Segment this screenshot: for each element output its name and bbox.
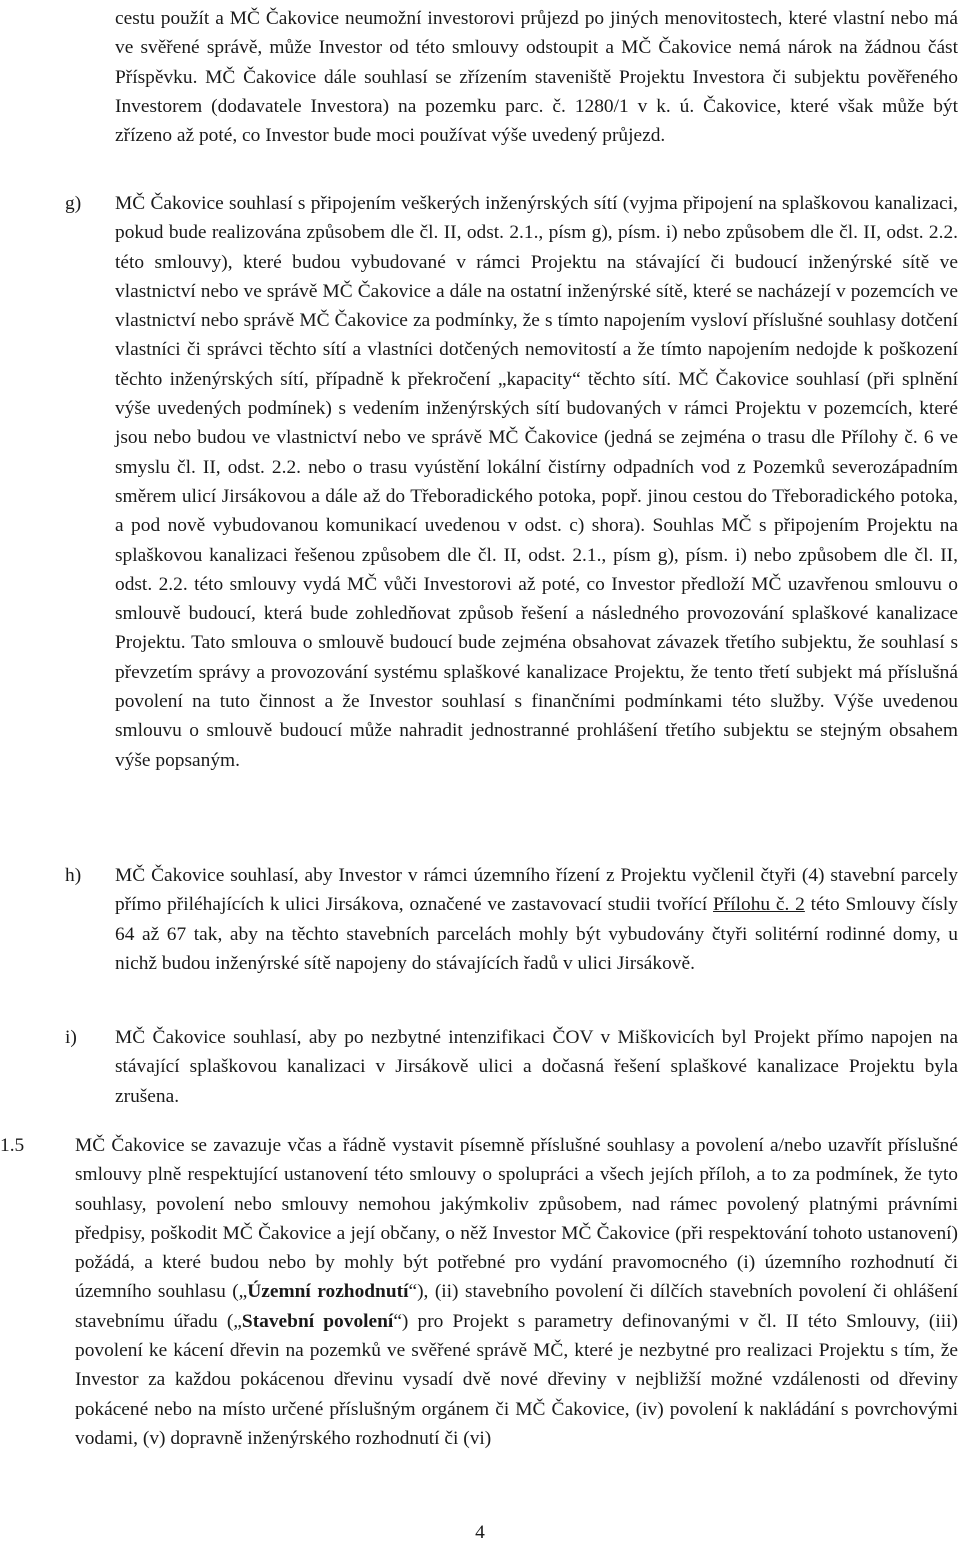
section-text-part1: MČ Čakovice se zavazuje včas a řádně vystavit písemně příslušné souhlasy a povolení a/nebo uzavřít příslušné smlouvy plně respektující ustanovení této smlouvy o spolupráci a všech jejích příloh, a to za podmínek, že tyto souhlasy, povolení nebo smlouvy nemohou jakýmkoliv způsobem, nad rámec povolený platnými právními předpisy, poškodit MČ Čakovice a její občany, o něž Investor MČ Čakovice (při respektování tohoto ustanovení) požádá, a které budou nebo by mohly být potřebné pro vydání pravomocného (i) územního rozhodnutí či územního souhlasu („ — [75, 1135, 958, 1303]
page-number: 4 — [475, 1522, 485, 1543]
continuation-paragraph: cestu použít a MČ Čakovice neumožní investorovi průjezd po jiných menovitostech, které vlastní nebo má ve svěřené správě, může Investor od této smlouvy odstoupit a MČ Čakovice nemá nárok na žádnou část Příspěvku. MČ Čakovice dále souhlasí se zřízením staveniště Projektu Investora či subjektu pověřeného Investorem (dodavatele Investora) na pozemku parc. č. 1280/1 v k. ú. Čakovice, které však může být zřízeno až poté, co Investor bude moci používat výše uvedený průjezd. — [115, 8, 958, 147]
item-text: MČ Čakovice souhlasí s připojením veškerých inženýrských sítí (vyjma připojení na splaškovou kanalizaci, pokud bude realizována způsobem dle čl. II, odst. 2.1., písm g), písm. i) nebo způsobem dle čl. II, odst. 2.2. této smlouvy), které budou vybudované v rámci Projektu na stávající či budoucí inženýrské sítě ve vlastnictví nebo ve správě MČ Čakovice a dále na ostatní inženýrské sítě, které se nacházejí v pozemcích ve vlastnictví nebo správě MČ Čakovice za podmínky, že s tímto napojením vysloví příslušné souhlasy dotčení vlastníci či správci těchto sítí a vlastníci dotčených nemovitostí a že tímto napojením nedojde k poškození těchto inženýrských sítí, případně k překročení „kapacity“ těchto sítí. MČ Čakovice souhlasí (při splnění výše uvedených podmínek) s vedením inženýrských sítí budovaných v rámci Projektu v pozemcích, které jsou nebo budou ve vlastnictví nebo ve správě MČ Čakovice (jedná se zejména o trasu dle Přílohy č. 6 ve smyslu čl. II, odst. 2.2. nebo o trasu vyústění lokální čistírny odpadních vod z Pozemků severozápadním směrem ulicí Jirsákovou a dále až do Třeboradického potoka, popř. jinou cestou do Třeboradického potoka, a pod nově vybudovanou komunikací uvedenou v odst. c) shora). Souhlas MČ s připojením Projektu na splaškovou kanalizaci řešenou způsobem dle čl. II, odst. 2.1., písm g), písm. i) nebo způsobem dle čl. II, odst. 2.2. této smlouvy vydá MČ vůči Investorovi až poté, co Investor předloží MČ uzavřenou smlouvu o smlouvě budoucí, která bude zohledňovat způsob řešení a následného provozování splaškové kanalizace Projektu. Tato smlouva o smlouvě budoucí bude zejména obsahovat závazek třetího subjektu, že souhlasí s převzetím správy a provozování systému splaškové kanalizace Projektu, že tento třetí subjekt má příslušná povolení na tuto činnost a že Investor souhlasí s finančními podmínkami této služby. Výše uvedenou smlouvu o smlouvě budoucí může nahradit jednostranné prohlášení třetího subjektu se stejným obsahem výše popsaným. — [115, 193, 958, 771]
item-text-after: této Smlouvy čísly 64 až 67 tak, aby na těchto stavebních parcelách mohly být vybudovány čtyři solitérní rodinné domy, u nichž budou inženýrské sítě napojeny do stávajících řadů v ulici Jirsákově. — [115, 894, 958, 974]
list-item-i — [65, 1023, 958, 1111]
section-1-5 — [0, 1131, 959, 1453]
list-item-h — [65, 861, 958, 978]
defined-term-uzemni-rozhodnuti: Územní rozhodnutí — [247, 1281, 409, 1303]
item-text — [115, 861, 958, 978]
item-label: h) — [65, 865, 82, 886]
item-text: MČ Čakovice souhlasí, aby po nezbytné intenzifikaci ČOV v Miškovicích byl Projekt přímo napojen na stávající splaškovou kanalizaci v Jirsákově ulici a dočasná řešení splaškové kanalizace Projektu byla zrušena. — [115, 1027, 958, 1107]
section-text-part3: “) pro Projekt s parametry definovanými v čl. II této Smlouvy, (iii) povolení ke kácení dřevin na pozemků ve svěřené správě MČ, které je nezbytné pro realizaci Projektu s tím, že Investor za každou pokácenou dřevinu vysadí dvě nové dřeviny v nejbližší možné vzdálenosti od dřeviny pokácené nebo na místo určené příslušným orgánem či MČ Čakovice, (iv) povolení k nakládání s povrchovými vodami, (v) dopravně inženýrského rozhodnutí či (vi) — [75, 1310, 958, 1449]
section-text-part2: “), (ii) stavebního povolení či dílčích stavebních povolení či ohlášení stavebnímu úřadu („ — [75, 1281, 959, 1332]
attachment-link[interactable]: Přílohu č. 2 — [713, 894, 805, 916]
defined-term-stavebni-povoleni: Stavební povolení — [241, 1310, 394, 1332]
section-text — [75, 1131, 958, 1453]
item-label: i) — [65, 1027, 77, 1048]
item-text-before: MČ Čakovice souhlasí, aby Investor v rámci územního řízení z Projektu vyčlenil čtyři (4) stavební parcely přímo přiléhajících k ulici Jirsákova, označené ve zastavovací studii tvořící — [115, 865, 958, 916]
item-label: g) — [65, 193, 82, 214]
section-number: 1.5 — [0, 1135, 25, 1156]
list-item-g — [65, 189, 958, 775]
